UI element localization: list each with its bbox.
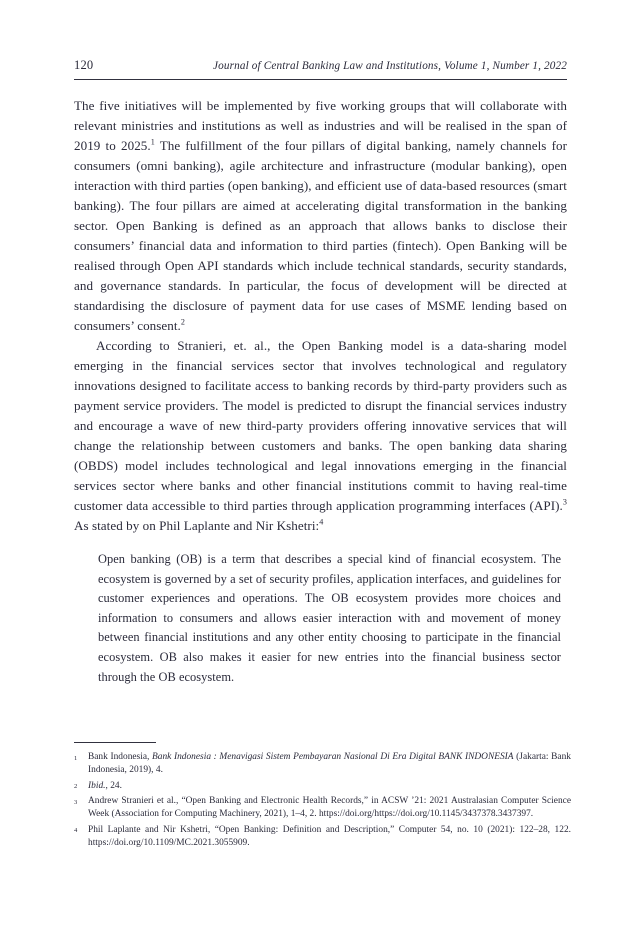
paragraph-one	[74, 96, 567, 336]
running-header	[74, 58, 567, 73]
footnote-text-prefix: Bank Indonesia,	[88, 752, 153, 762]
footnote-marker-2[interactable]: 2	[180, 317, 185, 327]
journal-title: Journal of Central Banking Law and Institutions, Volume 1, Number 1, 2022	[212, 60, 567, 72]
footnote-marker-3[interactable]: 3	[562, 497, 567, 507]
header-divider	[74, 79, 567, 80]
footnote-entry	[74, 780, 571, 793]
footnote-number: 4	[74, 827, 78, 834]
footnote-divider	[74, 742, 156, 743]
footnote-section	[74, 742, 571, 852]
footnote-number: 1	[74, 754, 78, 762]
footnote-number: 2	[74, 783, 78, 790]
footnote-title-italic: Bank Indonesia : Menavigasi Sistem Pembayaran Nasional Di Era Digital BANK INDONESIA	[152, 752, 514, 762]
paragraph-one-text-a: The five initiatives will be implemented by five working groups that will collaborate with relevant ministries and institutions as well as industries and will be realised in the span of 2019 to 2025.	[74, 98, 567, 153]
paragraph-two	[74, 336, 567, 536]
footnote-title-italic: Ibid.	[88, 780, 106, 791]
footnote-number: 3	[74, 798, 78, 806]
footnote-text-prefix: Andrew Stranieri et al., “Open Banking and Electronic Health Records,” in ACSW ’21: 2021 Australasian Computer Science Week (Association for Computing Machinery, 2021), 1–4, 2. https://doi.org/https://doi.org/10.1145/3437378.3437397.	[88, 796, 571, 819]
footnote-entry	[74, 751, 571, 777]
footnote-text-suffix: (Jakarta: Bank Indonesia, 2019), 4.	[88, 752, 572, 775]
footnote-marker-4[interactable]: 4	[319, 517, 324, 527]
block-quotation: Open banking (OB) is a term that describes a special kind of financial ecosystem. The ecosystem is governed by a set of security profiles, application interfaces, and guidelines for customer experiences and operations. The OB ecosystem provides more choices and information to consumers and allows easier interaction with and movement of money between financial institutions and any other entity choosing to participate in the financial ecosystem. OB also makes it easier for new entries into the financial business sector through the OB ecosystem.	[98, 552, 561, 684]
footnote-marker-1[interactable]: 1	[150, 137, 155, 147]
footnote-entry	[74, 824, 571, 850]
footnote-text-suffix: , 24.	[105, 780, 122, 791]
paragraph-two-text-a: According to Stranieri, et. al., the Open Banking model is a data-sharing model emerging in the financial services sector that involves technological and regulatory innovations designed to facilitate access to banking records by third-party providers such as payment service providers. The model is predicted to disrupt the financial services industry and encourage a wave of new third-party providers offering innovative services that will change the relationship between customers and banks. The open banking data sharing (OBDS) model includes technological and legal innovations emerging in the financial services sector where banks and other financial institutions commit to having real-time customer data accessible to third parties through application programming interfaces (API).	[74, 338, 567, 513]
body-column	[74, 96, 567, 687]
paragraph-two-text-b: As stated by on Phil Laplante and Nir Kshetri:	[74, 518, 320, 533]
footnote-entry	[74, 795, 571, 821]
page-number: 120	[74, 58, 94, 72]
paragraph-one-text-b: The fulfillment of the four pillars of digital banking, namely channels for consumers (omni banking), agile architecture and infrastructure (modular banking), open interaction with third parties (open banking), and efficient use of data-based resources (smart banking). The four pillars are aimed at accelerating digital transformation in the banking sector. Open Banking is defined as an approach that allows banks to disclose their consumers’ financial data and information to third parties (fintech). Open Banking will be realised through Open API standards which include technical standards, security standards, and governance standards. In particular, the focus of development will be directed at standardising the disclosure of payment data for use cases of MSME lending based on consumers’ consent.	[74, 138, 567, 333]
footnote-text-prefix: Phil Laplante and Nir Kshetri, “Open Banking: Definition and Description,” Computer 54, no. 10 (2021): 122–28, 122. https://doi.org/10.1109/MC.2021.3055909.	[88, 824, 571, 848]
